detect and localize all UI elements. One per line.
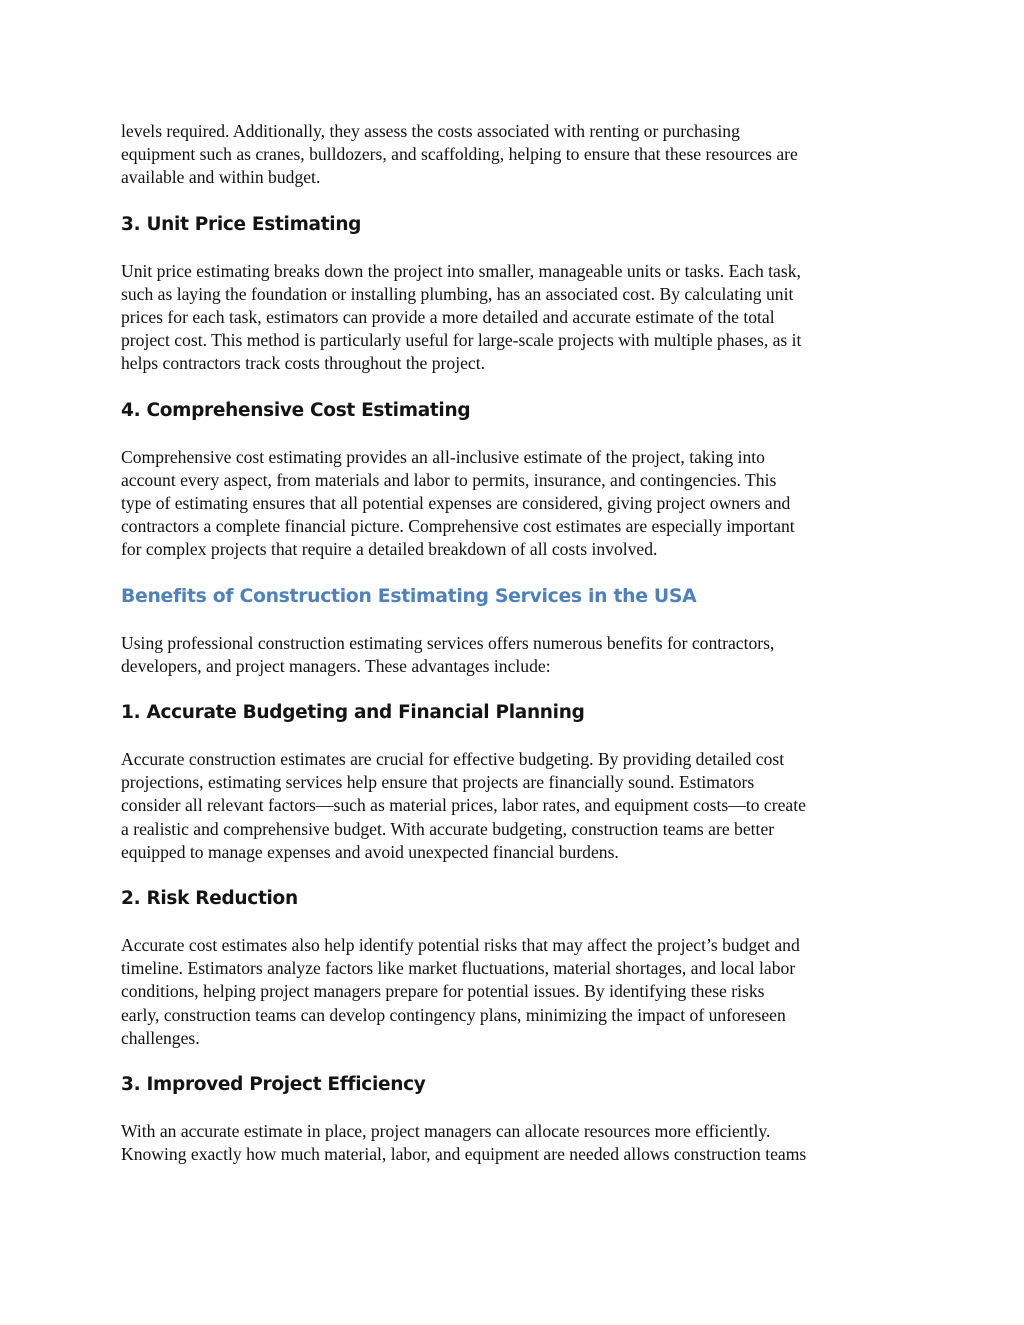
section-heading-unit-price: 3. Unit Price Estimating xyxy=(121,213,362,235)
benefits-heading: Benefits of Construction Estimating Services in the USA xyxy=(121,585,697,607)
benefit-paragraph-budgeting: Accurate construction estimates are crucial for effective budgeting. By providing detailed cost projections, estimating services help ensure that projects are financially sound. Estimators consider all relevant factors—such as material prices, labor rates, and equipment costs—to create a realistic and comprehensive budget. With accurate budgeting, construction teams are better equipped to manage expenses and avoid unexpected financial burdens. xyxy=(121,749,806,862)
benefits-intro-paragraph: Using professional construction estimating services offers numerous benefits for contractors, developers, and project managers. These advantages include: xyxy=(121,632,775,676)
benefit-heading-efficiency: 3. Improved Project Efficiency xyxy=(121,1074,426,1096)
section-paragraph-comprehensive: Comprehensive cost estimating provides an all-inclusive estimate of the project, taking into account every aspect, from materials and labor to permits, insurance, and contingencies. This type of estimating ensures that all potential expenses are considered, giving project owners and contractors a complete financial picture. Comprehensive cost estimates are especially important for complex projects that require a detailed breakdown of all costs involved. xyxy=(121,446,795,560)
benefit-paragraph-risk: Accurate cost estimates also help identify potential risks that may affect the project’s budget and timeline. Estimators analyze factors like market fluctuations, material shortages, and local labor conditions, helping project managers prepare for potential issues. By identifying these risks early, construction teams can develop contingency plans, minimizing the impact of unforeseen challenges. xyxy=(121,935,800,1048)
section-paragraph-unit-price: Unit price estimating breaks down the project into smaller, manageable units or tasks. Each task, such as laying the foundation or installing plumbing, has an associated cost. By calculating unit prices for each task, estimators can provide a more detailed and accurate estimate of the total project cost. This method is particularly useful for large-scale projects with multiple phases, as it helps contractors track costs throughout the project. xyxy=(121,260,802,374)
benefit-paragraph-efficiency: With an accurate estimate in place, project managers can allocate resources more efficiently. Knowing exactly how much material, labor, and equipment are needed allows construction teams xyxy=(121,1121,807,1165)
document-page xyxy=(121,120,911,1166)
intro-paragraph: levels required. Additionally, they assess the costs associated with renting or purchasing equipment such as cranes, bulldozers, and scaffolding, helping to ensure that these resources are available and within budget. xyxy=(121,121,798,188)
benefit-heading-risk: 2. Risk Reduction xyxy=(121,888,298,910)
section-heading-comprehensive: 4. Comprehensive Cost Estimating xyxy=(121,399,471,421)
benefit-heading-budgeting: 1. Accurate Budgeting and Financial Planning xyxy=(121,702,585,724)
